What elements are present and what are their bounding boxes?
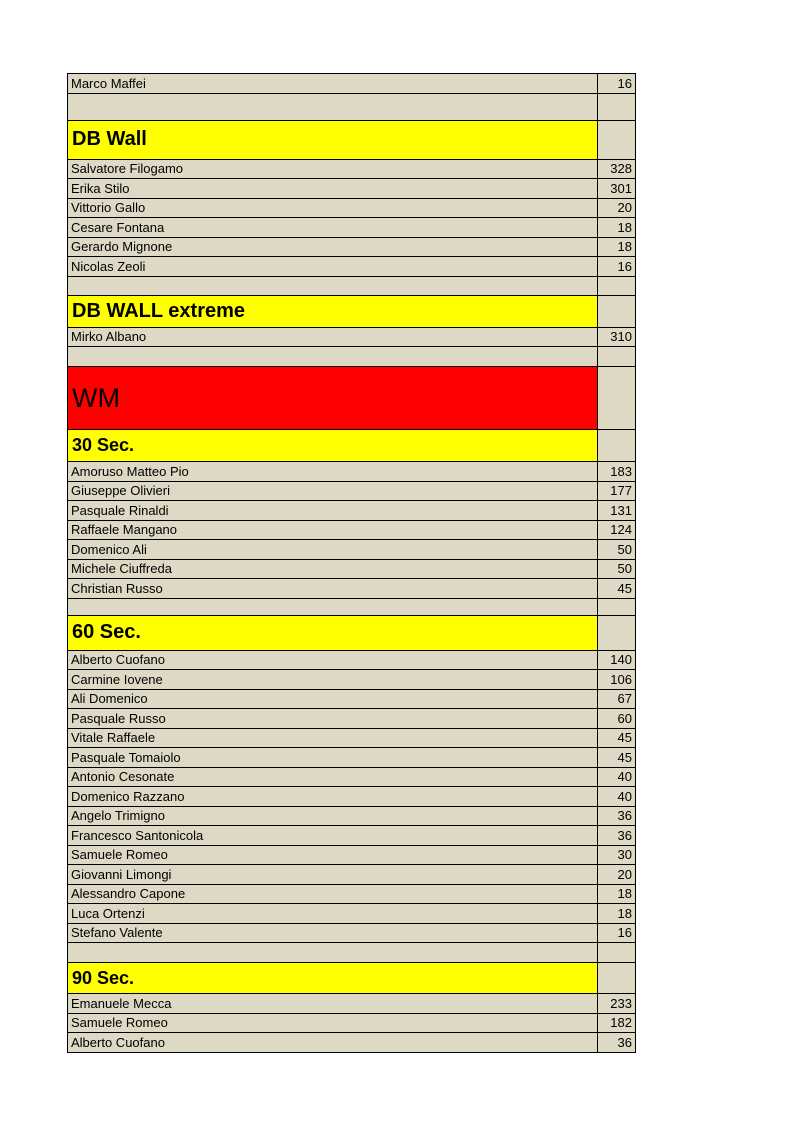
results-table-body — [68, 74, 636, 1053]
section-header-row — [68, 367, 636, 430]
table-row — [68, 520, 636, 540]
table-row — [68, 481, 636, 501]
blank-cell — [68, 598, 598, 615]
score-value: 20 — [598, 865, 636, 885]
section-title: 60 Sec. — [68, 615, 598, 650]
blank-cell — [68, 943, 598, 963]
section-value-cell — [598, 615, 636, 650]
blank-row — [68, 347, 636, 367]
section-title: WM — [68, 367, 598, 430]
athlete-name: Alberto Cuofano — [68, 1033, 598, 1053]
score-value: 124 — [598, 520, 636, 540]
blank-cell — [598, 598, 636, 615]
table-row — [68, 748, 636, 768]
athlete-name: Domenico Ali — [68, 540, 598, 560]
athlete-name: Antonio Cesonate — [68, 767, 598, 787]
section-title: 30 Sec. — [68, 430, 598, 462]
athlete-name: Alessandro Capone — [68, 884, 598, 904]
athlete-name: Francesco Santonicola — [68, 826, 598, 846]
section-title: DB WALL extreme — [68, 295, 598, 327]
blank-cell — [598, 276, 636, 295]
athlete-name: Domenico Razzano — [68, 787, 598, 807]
score-value: 177 — [598, 481, 636, 501]
table-row — [68, 1013, 636, 1033]
athlete-name: Pasquale Russo — [68, 709, 598, 729]
score-value: 18 — [598, 237, 636, 257]
table-row — [68, 806, 636, 826]
table-row — [68, 327, 636, 347]
score-value: 60 — [598, 709, 636, 729]
score-value: 50 — [598, 540, 636, 560]
athlete-name: Stefano Valente — [68, 923, 598, 943]
athlete-name: Pasquale Tomaiolo — [68, 748, 598, 768]
blank-cell — [598, 347, 636, 367]
table-row — [68, 179, 636, 199]
athlete-name: Amoruso Matteo Pio — [68, 462, 598, 482]
results-table — [67, 73, 636, 1053]
table-row — [68, 670, 636, 690]
athlete-name: Christian Russo — [68, 579, 598, 599]
section-header-row — [68, 963, 636, 994]
athlete-name: Marco Maffei — [68, 74, 598, 94]
score-value: 18 — [598, 904, 636, 924]
score-value: 131 — [598, 501, 636, 521]
table-row — [68, 540, 636, 560]
section-value-cell — [598, 430, 636, 462]
athlete-name: Mirko Albano — [68, 327, 598, 347]
blank-cell — [598, 943, 636, 963]
table-row — [68, 74, 636, 94]
table-row — [68, 994, 636, 1014]
table-row — [68, 1033, 636, 1053]
athlete-name: Michele Ciuffreda — [68, 559, 598, 579]
table-row — [68, 501, 636, 521]
athlete-name: Giuseppe Olivieri — [68, 481, 598, 501]
athlete-name: Angelo Trimigno — [68, 806, 598, 826]
score-value: 18 — [598, 218, 636, 238]
section-title: DB Wall — [68, 120, 598, 159]
athlete-name: Erika Stilo — [68, 179, 598, 199]
score-value: 18 — [598, 884, 636, 904]
table-row — [68, 787, 636, 807]
section-value-cell — [598, 120, 636, 159]
section-header-row — [68, 615, 636, 650]
score-value: 16 — [598, 923, 636, 943]
score-value: 36 — [598, 826, 636, 846]
score-value: 36 — [598, 1033, 636, 1053]
table-row — [68, 904, 636, 924]
blank-cell — [68, 347, 598, 367]
blank-cell — [68, 93, 598, 120]
table-row — [68, 923, 636, 943]
section-value-cell — [598, 367, 636, 430]
athlete-name: Luca Ortenzi — [68, 904, 598, 924]
blank-row — [68, 598, 636, 615]
table-row — [68, 709, 636, 729]
score-value: 233 — [598, 994, 636, 1014]
score-value: 45 — [598, 748, 636, 768]
score-value: 40 — [598, 767, 636, 787]
score-value: 310 — [598, 327, 636, 347]
score-value: 106 — [598, 670, 636, 690]
score-value: 328 — [598, 159, 636, 179]
blank-cell — [598, 93, 636, 120]
score-value: 45 — [598, 579, 636, 599]
score-value: 40 — [598, 787, 636, 807]
table-row — [68, 198, 636, 218]
score-value: 16 — [598, 74, 636, 94]
section-header-row — [68, 430, 636, 462]
score-value: 36 — [598, 806, 636, 826]
athlete-name: Ali Domenico — [68, 689, 598, 709]
table-row — [68, 462, 636, 482]
table-row — [68, 257, 636, 277]
table-row — [68, 845, 636, 865]
section-value-cell — [598, 295, 636, 327]
athlete-name: Alberto Cuofano — [68, 650, 598, 670]
athlete-name: Salvatore Filogamo — [68, 159, 598, 179]
blank-row — [68, 943, 636, 963]
table-row — [68, 650, 636, 670]
table-row — [68, 159, 636, 179]
score-value: 16 — [598, 257, 636, 277]
blank-row — [68, 276, 636, 295]
athlete-name: Emanuele Mecca — [68, 994, 598, 1014]
section-title: 90 Sec. — [68, 963, 598, 994]
athlete-name: Cesare Fontana — [68, 218, 598, 238]
score-value: 67 — [598, 689, 636, 709]
athlete-name: Pasquale Rinaldi — [68, 501, 598, 521]
score-value: 183 — [598, 462, 636, 482]
table-row — [68, 559, 636, 579]
score-value: 30 — [598, 845, 636, 865]
section-header-row — [68, 295, 636, 327]
athlete-name: Giovanni Limongi — [68, 865, 598, 885]
athlete-name: Gerardo Mignone — [68, 237, 598, 257]
table-row — [68, 728, 636, 748]
athlete-name: Samuele Romeo — [68, 845, 598, 865]
table-row — [68, 865, 636, 885]
table-row — [68, 218, 636, 238]
table-row — [68, 237, 636, 257]
score-value: 182 — [598, 1013, 636, 1033]
athlete-name: Vitale Raffaele — [68, 728, 598, 748]
table-row — [68, 767, 636, 787]
athlete-name: Raffaele Mangano — [68, 520, 598, 540]
table-row — [68, 689, 636, 709]
table-row — [68, 884, 636, 904]
table-row — [68, 826, 636, 846]
blank-row — [68, 93, 636, 120]
score-value: 20 — [598, 198, 636, 218]
athlete-name: Nicolas Zeoli — [68, 257, 598, 277]
score-value: 50 — [598, 559, 636, 579]
score-value: 45 — [598, 728, 636, 748]
athlete-name: Vittorio Gallo — [68, 198, 598, 218]
section-header-row — [68, 120, 636, 159]
table-row — [68, 579, 636, 599]
athlete-name: Carmine Iovene — [68, 670, 598, 690]
athlete-name: Samuele Romeo — [68, 1013, 598, 1033]
section-value-cell — [598, 963, 636, 994]
blank-cell — [68, 276, 598, 295]
score-value: 301 — [598, 179, 636, 199]
score-value: 140 — [598, 650, 636, 670]
